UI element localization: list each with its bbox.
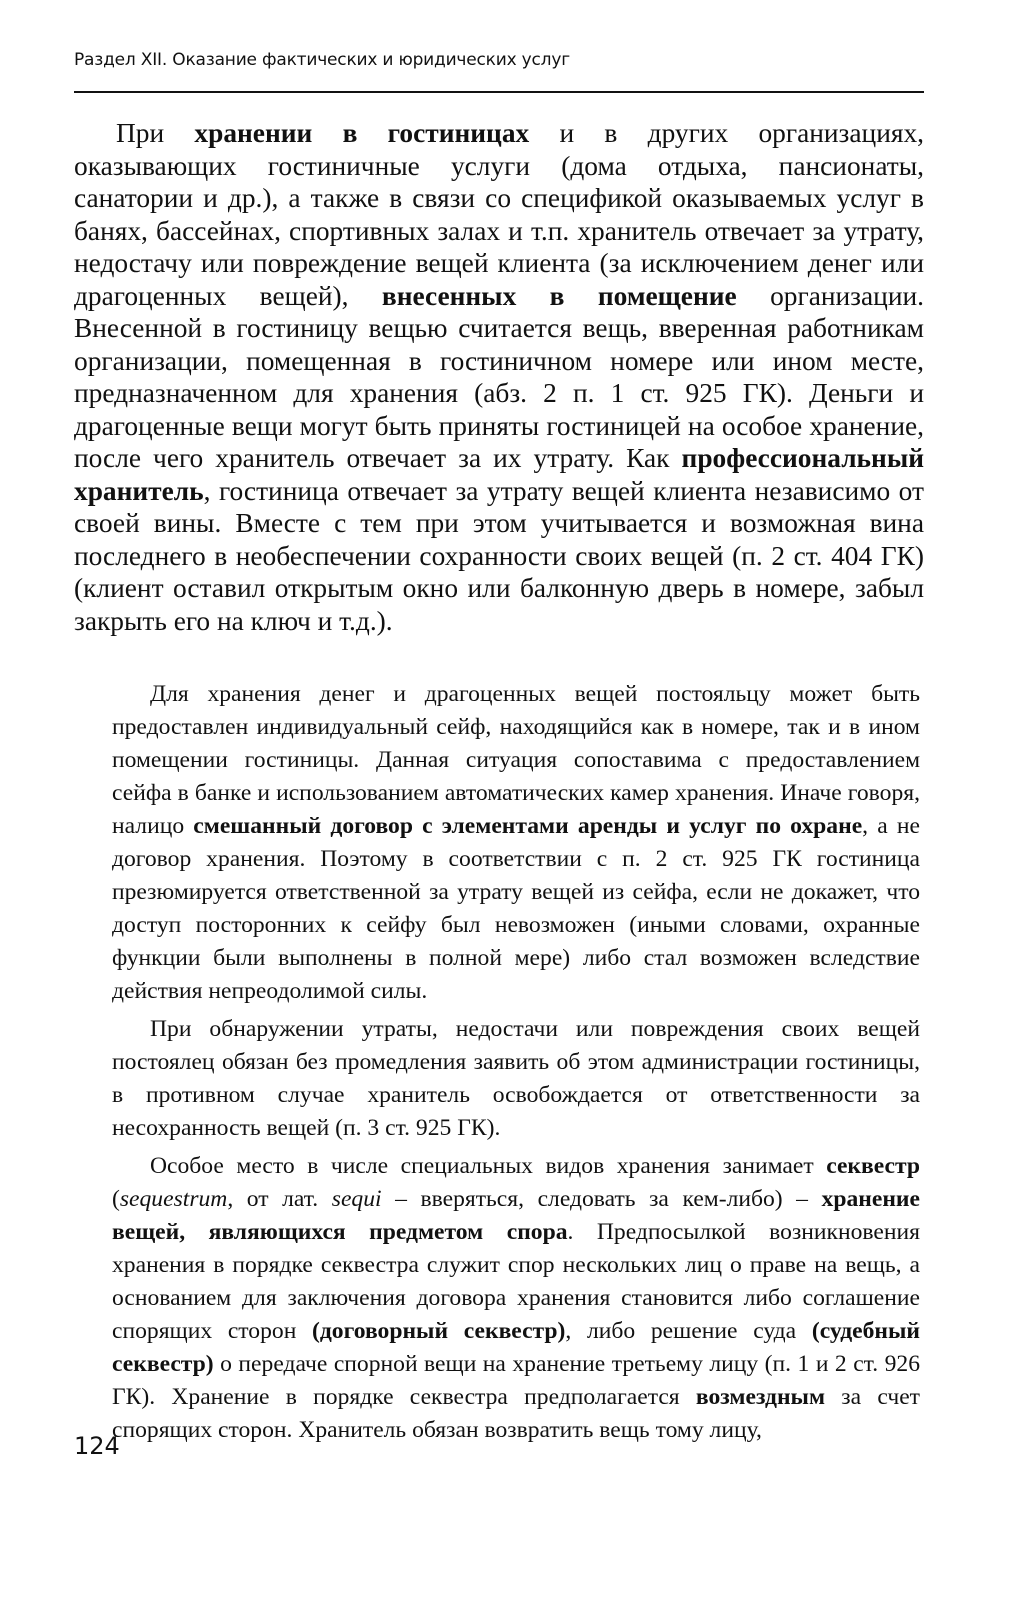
page-number: 124: [74, 1432, 120, 1460]
bold-term: возмездным: [695, 1384, 826, 1410]
latin-term: sequi: [331, 1186, 382, 1212]
bold-term: внесенных в помещение: [381, 280, 737, 311]
header-rule: [74, 91, 924, 93]
bold-term: смешанный договор с элементами аренды и услуг по охране: [193, 813, 863, 839]
bold-term: хранении в гостиницах: [194, 118, 530, 148]
bold-term: (договорный секвестр): [312, 1318, 566, 1344]
secondary-text-block: [112, 678, 920, 1452]
running-title: Раздел XII. Оказание фактических и юридических услуг: [74, 50, 570, 70]
paragraph-loss-notice: При обнаружении утраты, недостачи или повреждения своих вещей постоялец обязан без промедления заявить об этом администрации гостиницы, в противном случае хранитель освобождается от ответственности за несохранность вещей (п. 3 ст. 925 ГК).: [112, 1016, 920, 1141]
bold-term: секвестр: [826, 1153, 920, 1179]
bold-term: (судебный секвестр): [112, 1318, 921, 1377]
paragraph-hotel-storage: При хранении в гостиницах и в других организациях, оказывающих гостиничные услуги (дома отдыха, пансионаты, санатории и др.), а также в связи со спецификой оказываемых услуг в банях, бассейнах, спортивных залах и т.п. хранитель отвечает за утрату, недостачу или повреждение вещей клиента (за исключением денег или драгоценных вещей), внесенных в помещение организации. Внесенной в гостиницу вещью считается вещь, вверенная работникам организации, помещенная в гостиничном номере или ином месте, предназначенном для хранения (абз. 2 п. 1 ст. 925 ГК). Деньги и драгоценные вещи могут быть приняты гостиницей на особое хранение, после чего хранитель отвечает за их утрату. Как профессиональный хранитель, гостиница отвечает за утрату вещей клиента независимо от своей вины. Вместе с тем при этом учитывается и возможная вина последнего в необеспечении сохранности своих вещей (п. 2 ст. 404 ГК) (клиент оставил открытым окно или балконную дверь в номере, забыл закрыть его на ключ и т.д.).: [74, 118, 924, 636]
bold-term: хранение вещей, являющихся предметом спора: [112, 1186, 920, 1245]
main-text-block: [74, 117, 924, 637]
latin-term: sequestrum: [119, 1186, 228, 1212]
paragraph-sequestration: Особое место в числе специальных видов хранения занимает секвестр (sequestrum, от лат. sequi – вверяться, следовать за кем-либо) – хранение вещей, являющихся предметом спора. Предпосылкой возникновения хранения в порядке секвестра служит спор нескольких лиц о праве на вещь, а основанием для заключения договора хранения становится либо соглашение спорящих сторон (договорный секвестр), либо решение суда (судебный секвестр) о передаче спорной вещи на хранение третьему лицу (п. 1 и 2 ст. 926 ГК). Хранение в порядке секвестра предполагается возмездным за счет спорящих сторон. Хранитель обязан возвратить вещь тому лицу,: [112, 1153, 921, 1443]
paragraph-safe: Для хранения денег и драгоценных вещей постояльцу может быть предоставлен индивидуальный сейф, находящийся как в номере, так и в ином помещении гостиницы. Данная ситуация сопоставима с предоставлением сейфа в банке и использованием автоматических камер хранения. Иначе говоря, налицо смешанный договор с элементами аренды и услуг по охране, а не договор хранения. Поэтому в соответствии с п. 2 ст. 925 ГК гостиница презюмируется ответственной за утрату вещей из сейфа, если не докажет, что доступ посторонних к сейфу был невозможен (иными словами, охранные функции были выполнены в полной мере) либо стал возможен вследствие действия непреодолимой силы.: [112, 681, 920, 1004]
bold-term: профессиональный хранитель: [74, 443, 924, 506]
